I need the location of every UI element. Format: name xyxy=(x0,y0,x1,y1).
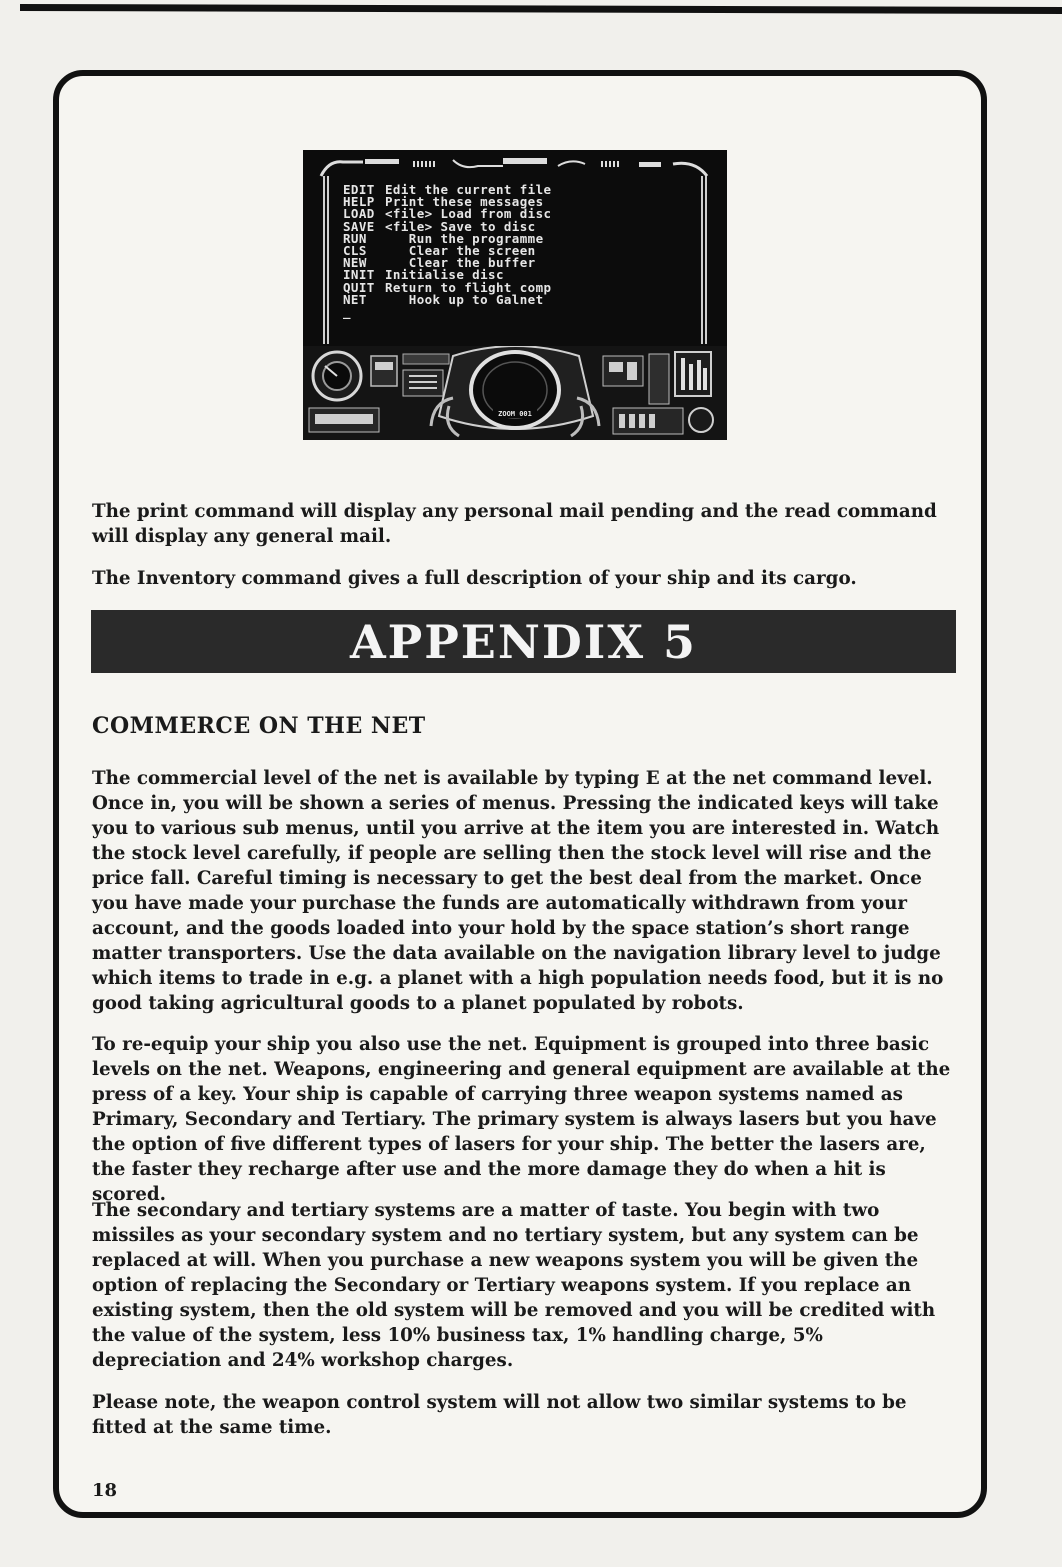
top-edge-rule xyxy=(20,4,1062,14)
appendix-banner xyxy=(91,610,956,673)
command-description: <file> Save to disc xyxy=(385,218,536,234)
command-name: NEW xyxy=(343,255,367,271)
terminal-help-list xyxy=(343,184,703,318)
command-description: Initialise disc xyxy=(385,267,504,283)
body-paragraph: To re-equip your ship you also use the net. Equipment is grouped into three basic levels on the net. Weapons, engineering and general equipment are available at the press of a key. Your ship is capable of carrying three weapon systems named as Primary, Secondary and Tertiary. The primary system is always lasers but you have the option of five different types of lasers for your ship. The better the lasers are, the faster they recharge after use and the more damage they do when a hit is scored. xyxy=(92,1034,951,1205)
command-description: <file> Load from disc xyxy=(385,206,552,222)
command-description: Print these messages xyxy=(385,194,544,210)
body-paragraph: Please note, the weapon control system will not allow two similar systems to be fitted at the same time. xyxy=(92,1392,907,1438)
command-name: CLS xyxy=(343,242,367,258)
command-name: NET xyxy=(343,291,367,307)
terminal-cursor: _ xyxy=(343,303,351,319)
body-paragraph: The commercial level of the net is available by typing E at the net command level. Once in, you will be shown a series of menus. Pressing the indicated keys will take you to various sub menus, until you arrive at the item you are interested in. Watch the stock level carefully, if people are selling then the stock level will rise and the price fall. Careful timing is necessary to get the best deal from the market. Once you have made your purchase the funds are automatically withdrawn from your account, and the goods loaded into your hold by the space station’s short range matter transporters. Use the data available on the navigation library level to judge which items to trade in e.g. a planet with a high population needs food, but it is no good taking agricultural goods to a planet populated by robots. xyxy=(92,768,944,1014)
command-description: Return to flight comp xyxy=(385,279,552,295)
intro-paragraph-print-read: The print command will display any personal mail pending and the read command will display any general mail. xyxy=(92,501,937,547)
command-description: Run the programme xyxy=(385,230,544,246)
page-number: 18 xyxy=(92,1480,118,1501)
terminal-line xyxy=(343,303,703,319)
command-name: SAVE xyxy=(343,218,375,234)
command-description: Edit the current file xyxy=(385,182,552,197)
command-name: LOAD xyxy=(343,206,375,222)
command-name: INIT xyxy=(343,267,375,283)
command-description: Clear the screen xyxy=(385,242,536,258)
command-name: EDIT xyxy=(343,182,375,197)
game-screenshot xyxy=(303,150,727,440)
command-description: Hook up to Galnet xyxy=(385,291,544,307)
cockpit-console xyxy=(303,346,727,440)
command-description: Clear the buffer xyxy=(385,255,536,271)
appendix-title: APPENDIX 5 xyxy=(349,614,698,669)
body-paragraph: The secondary and tertiary systems are a matter of taste. You begin with two missiles as your secondary system and no tertiary system, but any system can be replaced at will. When you purchase a new weapons system you will be given the option of replacing the Secondary or Tertiary weapons system. If you replace an existing system, then the old system will be removed and you will be credited with the value of the system, less 10% business tax, 1% handling charge, 5% depreciation and 24% workshop charges. xyxy=(92,1200,936,1371)
intro-paragraph-inventory: The Inventory command gives a full description of your ship and its cargo. xyxy=(92,568,857,589)
terminal-line xyxy=(343,291,703,307)
command-name: QUIT xyxy=(343,279,375,295)
command-name: HELP xyxy=(343,194,375,210)
section-title: COMMERCE ON THE NET xyxy=(92,713,426,739)
zoom-readout: ZOOM 001 xyxy=(498,410,532,418)
command-name: RUN xyxy=(343,230,367,246)
